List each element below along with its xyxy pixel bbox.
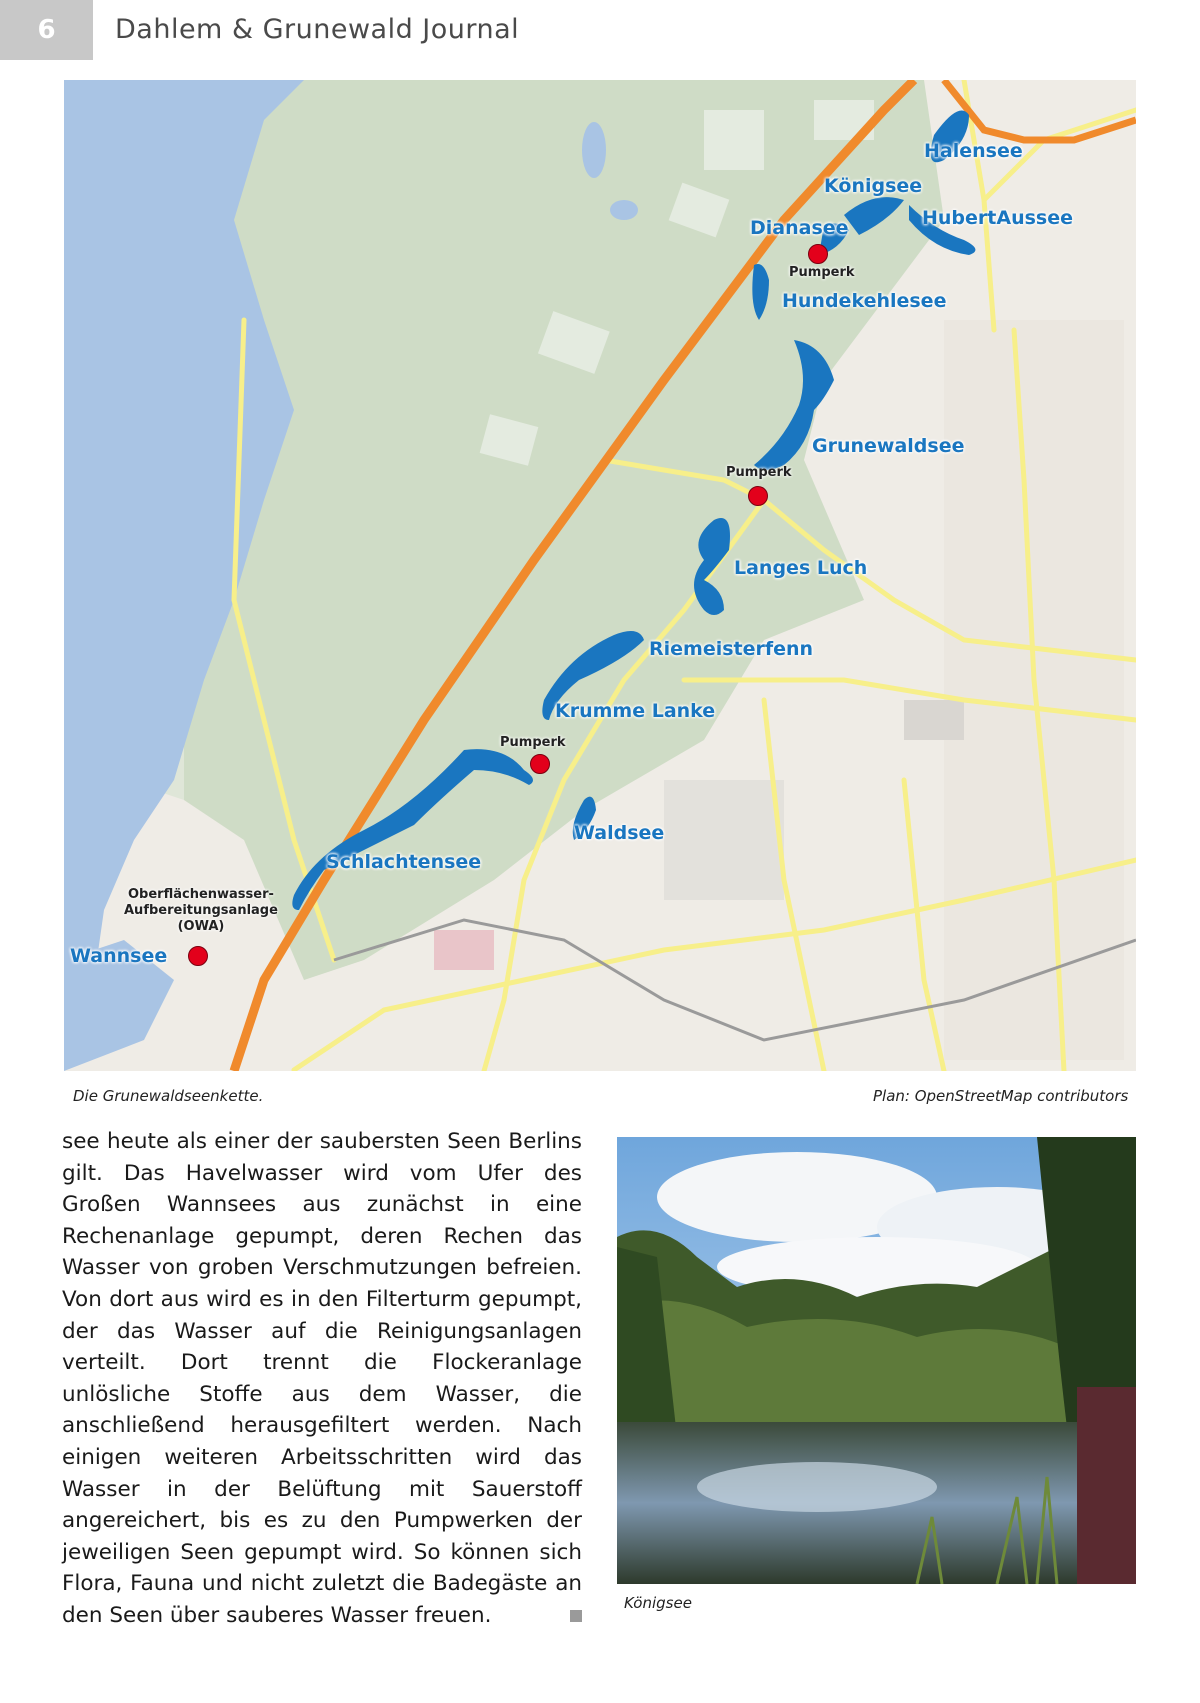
- photo-caption: Königsee: [624, 1594, 692, 1612]
- koenigsee-photo: [617, 1137, 1136, 1584]
- article-text: [62, 1126, 582, 1632]
- label-riemeisterfenn: Riemeisterfenn: [649, 638, 814, 660]
- owa-marker: [188, 946, 208, 966]
- owa-label-line: Aufbereitungsanlage: [124, 903, 278, 918]
- label-koenigsee: Königsee: [824, 175, 923, 197]
- label-halensee: Halensee: [924, 140, 1023, 162]
- label-krumme-lanke: Krumme Lanke: [555, 700, 716, 722]
- pumpwerk-label: Pumperk: [500, 735, 566, 750]
- label-langes-luch: Langes Luch: [734, 557, 868, 579]
- label-hubertaussee: HubertAussee: [922, 207, 1073, 229]
- journal-title: Dahlem & Grunewald Journal: [115, 14, 520, 45]
- end-mark: [570, 1610, 582, 1622]
- label-waldsee: Waldsee: [574, 822, 665, 844]
- pumpwerk-marker: [808, 244, 828, 264]
- page-number: 6: [0, 0, 93, 60]
- photo-graphic: [617, 1137, 1136, 1584]
- map-credit: Plan: OpenStreetMap contributors: [873, 1087, 1129, 1105]
- label-hundekehlesee: Hundekehlesee: [782, 290, 947, 312]
- lake-chain-map: [64, 80, 1136, 1071]
- pumpwerk-marker: [748, 486, 768, 506]
- label-schlachtensee: Schlachtensee: [326, 851, 482, 873]
- map-caption: Die Grunewaldseenkette.: [73, 1087, 264, 1105]
- label-grunewaldsee: Grunewaldsee: [812, 435, 965, 457]
- pumpwerk-marker: [530, 754, 550, 774]
- owa-label: [124, 887, 278, 935]
- article-paragraph: see heute als einer der saubersten Seen Berlins gilt. Das Havelwasser wird vom Ufer des Großen Wannsees aus zunächst in eine Rechenanlage gepumpt, deren Rechen das Wasser von groben Verschmutzungen befreien. Von dort aus wird es in den Filterturm gepumpt, der das Wasser auf die Reinigungsanlagen verteilt. Dort trennt die Flockeranlage unlösliche Stoffe aus dem Wasser, die anschließend herausgefiltert werden. Nach einigen weiteren Arbeitsschritten wird das Wasser in der Belüftung mit Sauerstoff angereichert, bis es zu den Pumpwerken der jeweiligen Seen gepumpt wird. So können sich Flora, Fauna und nicht zuletzt die Badegäste an den Seen über sauberes Wasser freuen.: [62, 1129, 582, 1628]
- label-dianasee: Dianasee: [750, 217, 849, 239]
- owa-label-line: Oberflächenwasser-: [128, 887, 274, 902]
- owa-label-line: (OWA): [177, 919, 225, 934]
- label-wannsee: Wannsee: [70, 945, 168, 967]
- pumpwerk-label: Pumperk: [789, 265, 855, 280]
- pumpwerk-label: Pumperk: [726, 465, 792, 480]
